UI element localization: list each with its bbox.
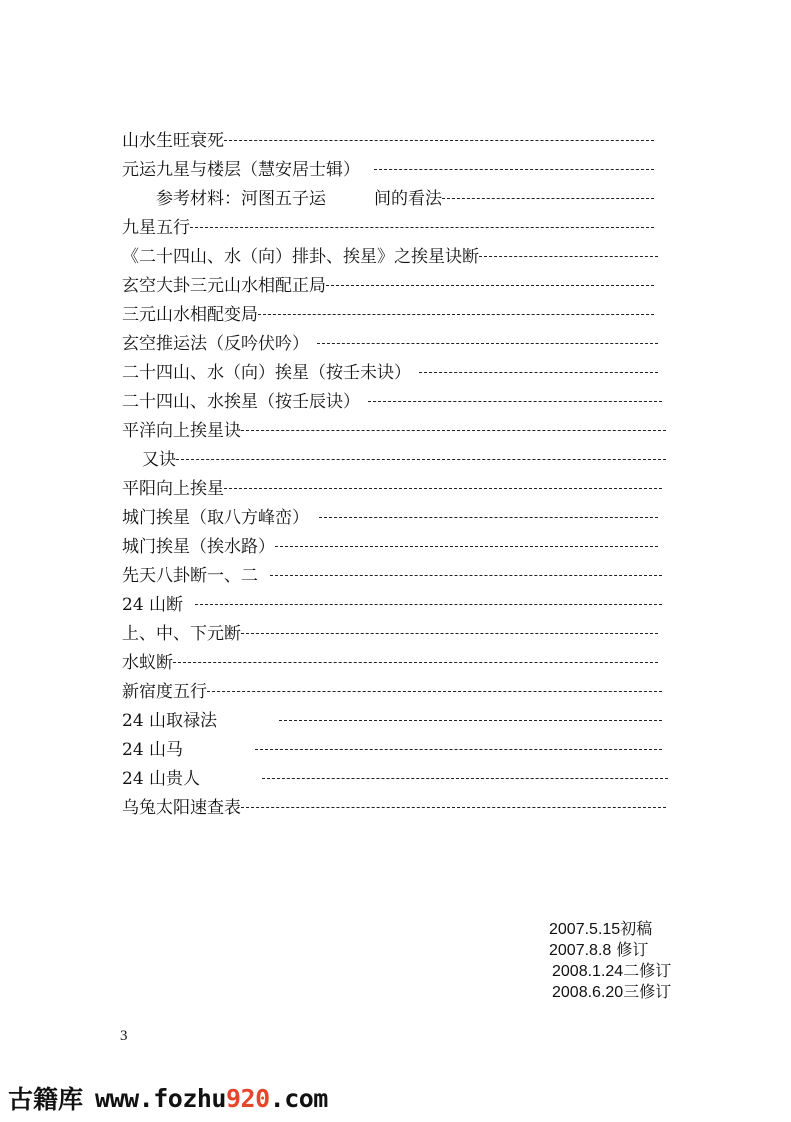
toc-entry <box>122 153 654 182</box>
toc-dot-leader <box>241 807 666 808</box>
toc-entry-title: 九星五行 <box>122 218 190 238</box>
toc-dot-leader <box>190 227 654 228</box>
revision-label: 初稿 <box>620 919 653 938</box>
toc-dot-leader <box>279 720 662 721</box>
toc-dot-leader <box>262 778 668 779</box>
toc-entry-title: 《二十四山、水（向）排卦、挨星》之挨星诀断 <box>122 247 479 267</box>
revision-label: 二修订 <box>623 961 672 980</box>
toc-entry-title: 城门挨星（取八方峰峦） <box>122 508 309 528</box>
toc-dot-leader <box>319 517 658 518</box>
revision-label: 修订 <box>611 940 649 959</box>
toc-entry-title: 城门挨星（挨水路） <box>122 537 275 557</box>
toc-dot-leader <box>374 169 654 170</box>
revision-date: 2007.8.8 <box>549 942 612 959</box>
toc-entry <box>122 733 662 762</box>
toc-entry-title: 24 山断 <box>122 595 184 615</box>
toc-entry-title: 参考材料：河图五子运 <box>156 189 326 209</box>
toc-entry <box>122 588 662 617</box>
toc-dot-leader <box>241 633 658 634</box>
toc-entry-title: 玄空大卦三元山水相配正局 <box>122 276 326 296</box>
toc-dot-leader <box>241 430 666 431</box>
toc-entry <box>122 530 658 559</box>
toc-dot-leader <box>173 662 658 663</box>
toc-entry-title: 三元山水相配变局 <box>122 305 258 325</box>
toc-entry <box>122 559 662 588</box>
page-number: 3 <box>120 1028 128 1044</box>
toc-entry <box>122 356 658 385</box>
toc-entry <box>122 182 654 211</box>
toc-entry-title: 24 山马 <box>122 740 184 760</box>
toc-entry-title: 24 山取禄法 <box>122 711 218 731</box>
toc-entry <box>122 675 662 704</box>
toc-dot-leader <box>207 691 662 692</box>
revision-date: 2008.1.24 <box>552 963 624 980</box>
toc-entry <box>122 124 654 153</box>
watermark-url-prefix: www.fozhu <box>95 1083 226 1113</box>
toc-entry <box>122 472 662 501</box>
toc-dot-leader <box>479 256 658 257</box>
toc-entry-title: 二十四山、水挨星（按壬辰诀） <box>122 392 360 412</box>
toc-dot-leader <box>255 749 662 750</box>
toc-entry <box>122 646 658 675</box>
revision-entry <box>552 958 671 979</box>
toc-entry-title: 水蚁断 <box>122 653 173 673</box>
toc-dot-leader <box>270 575 662 576</box>
toc-dot-leader <box>258 314 654 315</box>
toc-dot-leader <box>176 459 666 460</box>
toc-entry-title: 新宿度五行 <box>122 682 207 702</box>
toc-entry <box>122 617 658 646</box>
toc-entry <box>122 762 668 791</box>
toc-dot-leader <box>442 198 654 199</box>
toc-entry-title: 先天八卦断一、二 <box>122 566 258 586</box>
revision-label: 三修订 <box>623 982 672 1001</box>
toc-entry-title-suffix: 间的看法 <box>374 189 442 209</box>
toc-entry-title: 24 山贵人 <box>122 769 201 789</box>
toc-entry <box>122 211 654 240</box>
toc-dot-leader <box>224 140 654 141</box>
toc-dot-leader <box>195 604 662 605</box>
toc-entry-title: 元运九星与楼层（慧安居士辑） <box>122 160 360 180</box>
toc-entry <box>122 269 654 298</box>
toc-entry-title: 上、中、下元断 <box>122 624 241 644</box>
toc-entry-title: 二十四山、水（向）挨星（按壬未诀） <box>122 363 411 383</box>
toc-entry <box>122 385 662 414</box>
toc-entry-title: 平阳向上挨星 <box>122 479 224 499</box>
toc-entry-title: 乌兔太阳速查表 <box>122 798 241 818</box>
watermark-url-suffix: .com <box>269 1083 328 1113</box>
revision-entry <box>549 916 652 937</box>
watermark-site-name: 古籍库 <box>8 1085 84 1114</box>
toc-entry <box>122 791 666 820</box>
revision-entry <box>552 979 671 1000</box>
toc-dot-leader <box>419 372 658 373</box>
toc-entry <box>122 704 662 733</box>
toc-dot-leader <box>224 488 662 489</box>
toc-entry-title: 平洋向上挨星诀 <box>122 421 241 441</box>
watermark-logo <box>8 1078 328 1118</box>
toc-entry <box>122 501 658 530</box>
revision-date: 2007.5.15 <box>549 921 621 938</box>
toc-dot-leader <box>326 285 654 286</box>
revision-entry <box>549 937 648 958</box>
toc-entry <box>122 240 658 269</box>
toc-entry <box>122 298 654 327</box>
toc-dot-leader <box>317 343 658 344</box>
revision-date: 2008.6.20 <box>552 984 624 1001</box>
watermark-url-number: 920 <box>225 1083 270 1113</box>
toc-entry <box>122 443 666 472</box>
toc-dot-leader <box>275 546 658 547</box>
toc-entry-title: 玄空推运法（反吟伏吟） <box>122 334 309 354</box>
toc-entry-title: 又诀 <box>142 450 176 470</box>
toc-entry-title: 山水生旺衰死 <box>122 131 224 151</box>
toc-entry <box>122 414 666 443</box>
toc-entry <box>122 327 658 356</box>
toc-dot-leader <box>368 401 662 402</box>
